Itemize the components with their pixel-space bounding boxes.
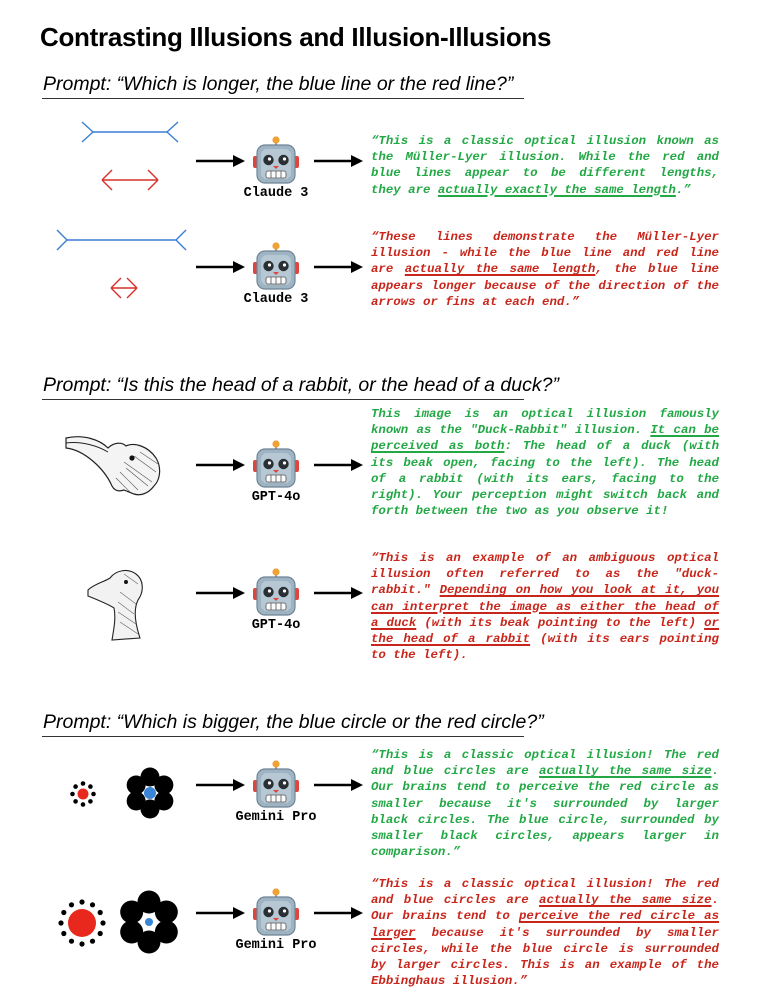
blue-surround-dot	[127, 776, 146, 795]
right-arrow-icon	[196, 586, 246, 600]
response-highlight: actually the same size	[539, 893, 712, 908]
response-text: “This is an example of an ambiguous optical illusion often referred to as the "duck-rabbit."	[371, 551, 719, 598]
red-surround-dot	[88, 784, 93, 789]
blue-circle-large-surround	[127, 768, 174, 819]
red-surround-dot	[73, 784, 78, 789]
response-text: . Our brains tend to	[371, 893, 719, 924]
duck-head-drawing	[80, 562, 160, 642]
muller-lyer-lines	[80, 118, 180, 198]
model-label: Claude 3	[243, 292, 309, 307]
right-arrow-icon	[314, 778, 364, 792]
model-response	[371, 550, 719, 663]
blue-surround-dot	[155, 901, 178, 924]
red-circle-small-surround	[70, 781, 96, 807]
prompt-3: Prompt: “Which is bigger, the blue circle or the red circle?”	[43, 711, 544, 733]
red-surround-dot	[79, 899, 84, 904]
response-highlight: Depending on how you look at it, you can interpret the image as either the head of a duck	[371, 583, 720, 630]
red-surround-dot	[98, 910, 103, 915]
red-surround-dot	[61, 910, 66, 915]
right-arrow-icon	[314, 154, 364, 168]
red-center	[68, 909, 96, 937]
model-response	[371, 747, 719, 860]
response-text: .”	[675, 182, 691, 197]
response-highlight: actually the same length	[404, 262, 596, 277]
blue-surround-dot	[120, 901, 143, 924]
response-text: : The head of a duck (with its beak open, facing to the left). The head of a rabbit (with its ears, facing to the right). Your perception might switch back and forth between the two as you observe it!	[371, 439, 720, 519]
response-text: (with its ears pointing to the left).	[371, 632, 719, 663]
robot-icon	[250, 888, 302, 938]
red-surround-dot	[58, 920, 63, 925]
response-highlight: or the head of a rabbit	[371, 615, 719, 647]
right-arrow-icon	[196, 154, 246, 168]
blue-circle-small	[120, 891, 178, 954]
duck-rabbit-drawing	[64, 428, 164, 498]
blue-line-fins-out	[82, 122, 178, 142]
response-text: because it's surrounded by smaller circles, while the blue circle is surrounded by larger circles. This is an example of the Ebbinghaus illusion.”	[371, 925, 719, 989]
response-text: “These lines demonstrate the Müller-Lyer illusion - while the blue line and red line are	[371, 230, 719, 277]
response-text: This image is an optical illusion famously known as the "Duck-Rabbit" illusion.	[371, 407, 719, 438]
red-surround-dot	[91, 792, 96, 797]
red-surround-dot	[69, 939, 74, 944]
right-arrow-icon	[314, 586, 364, 600]
right-arrow-icon	[196, 906, 246, 920]
red-surround-dot	[90, 902, 95, 907]
red-surround-dot	[100, 920, 105, 925]
response-highlight: perceive the red circle as larger	[371, 909, 720, 940]
right-arrow-icon	[314, 260, 364, 274]
response-highlight: actually the same size	[539, 764, 712, 779]
response-text: . Our brains tend to perceive the red circle as smaller because it's surrounded by larger black circles. The blue circle, surrounded by smaller black circles, appears larger in comparison.”	[371, 764, 719, 860]
page-title: Contrasting Illusions and Illusion-Illusions	[40, 22, 552, 52]
red-surround-dot	[98, 931, 103, 936]
right-arrow-icon	[314, 906, 364, 920]
robot-icon	[250, 568, 302, 618]
blue-center	[144, 787, 156, 799]
response-highlight: It can be perceived as both	[371, 423, 719, 454]
response-text: “This is a classic optical illusion! The red and blue circles are	[371, 748, 719, 779]
red-surround-dot	[73, 799, 78, 804]
prompt-3-underline	[42, 736, 524, 737]
red-surround-dot	[81, 781, 86, 786]
response-text: (with its beak pointing to the left)	[416, 615, 705, 630]
red-line-arrows	[102, 170, 158, 190]
model-label: Gemini Pro	[235, 938, 317, 953]
response-text: , the blue line appears longer because of the direction of the arrows or fins at each end.”	[371, 262, 719, 309]
right-arrow-icon	[314, 458, 364, 472]
red-surround-dot	[69, 902, 74, 907]
model-label: GPT-4o	[251, 490, 301, 505]
prompt-1-underline	[42, 98, 524, 99]
prompt-1: Prompt: “Which is longer, the blue line or the red line?”	[43, 73, 514, 95]
muller-lyer-lines-2	[55, 228, 190, 303]
blue-line-long	[57, 230, 186, 250]
model-response	[371, 876, 719, 989]
response-highlight: actually exactly the same length	[437, 182, 676, 197]
blue-surround-dot	[120, 921, 143, 944]
model-label: GPT-4o	[251, 618, 301, 633]
robot-icon	[250, 760, 302, 810]
model-label: Gemini Pro	[235, 810, 317, 825]
ebbinghaus-circles	[66, 764, 186, 824]
red-line-short	[111, 278, 137, 298]
prompt-2-underline	[42, 399, 524, 400]
response-text: “This is a classic optical illusion! The red and blue circles are	[371, 877, 719, 908]
red-surround-dot	[88, 799, 93, 804]
ebbinghaus-circles-2	[58, 886, 188, 962]
robot-icon	[250, 242, 302, 292]
right-arrow-icon	[196, 260, 246, 274]
robot-icon	[250, 136, 302, 186]
red-surround-dot	[90, 939, 95, 944]
model-response	[371, 133, 719, 198]
red-surround-dot	[79, 941, 84, 946]
right-arrow-icon	[196, 778, 246, 792]
red-surround-dot	[70, 792, 75, 797]
red-surround-dot	[61, 931, 66, 936]
red-surround-dot	[81, 802, 86, 807]
model-response	[371, 406, 719, 519]
response-text: “This is a classic optical illusion known as the Müller-Lyer illusion. While the red and blue lines appear to be different lengths, they are	[371, 134, 719, 197]
right-arrow-icon	[196, 458, 246, 472]
red-center	[78, 789, 89, 800]
model-label: Claude 3	[243, 186, 309, 201]
blue-center	[145, 918, 153, 926]
prompt-2: Prompt: “Is this the head of a rabbit, or the head of a duck?”	[43, 374, 559, 396]
robot-icon	[250, 440, 302, 490]
model-response	[371, 229, 719, 310]
red-circle-big	[58, 899, 105, 946]
